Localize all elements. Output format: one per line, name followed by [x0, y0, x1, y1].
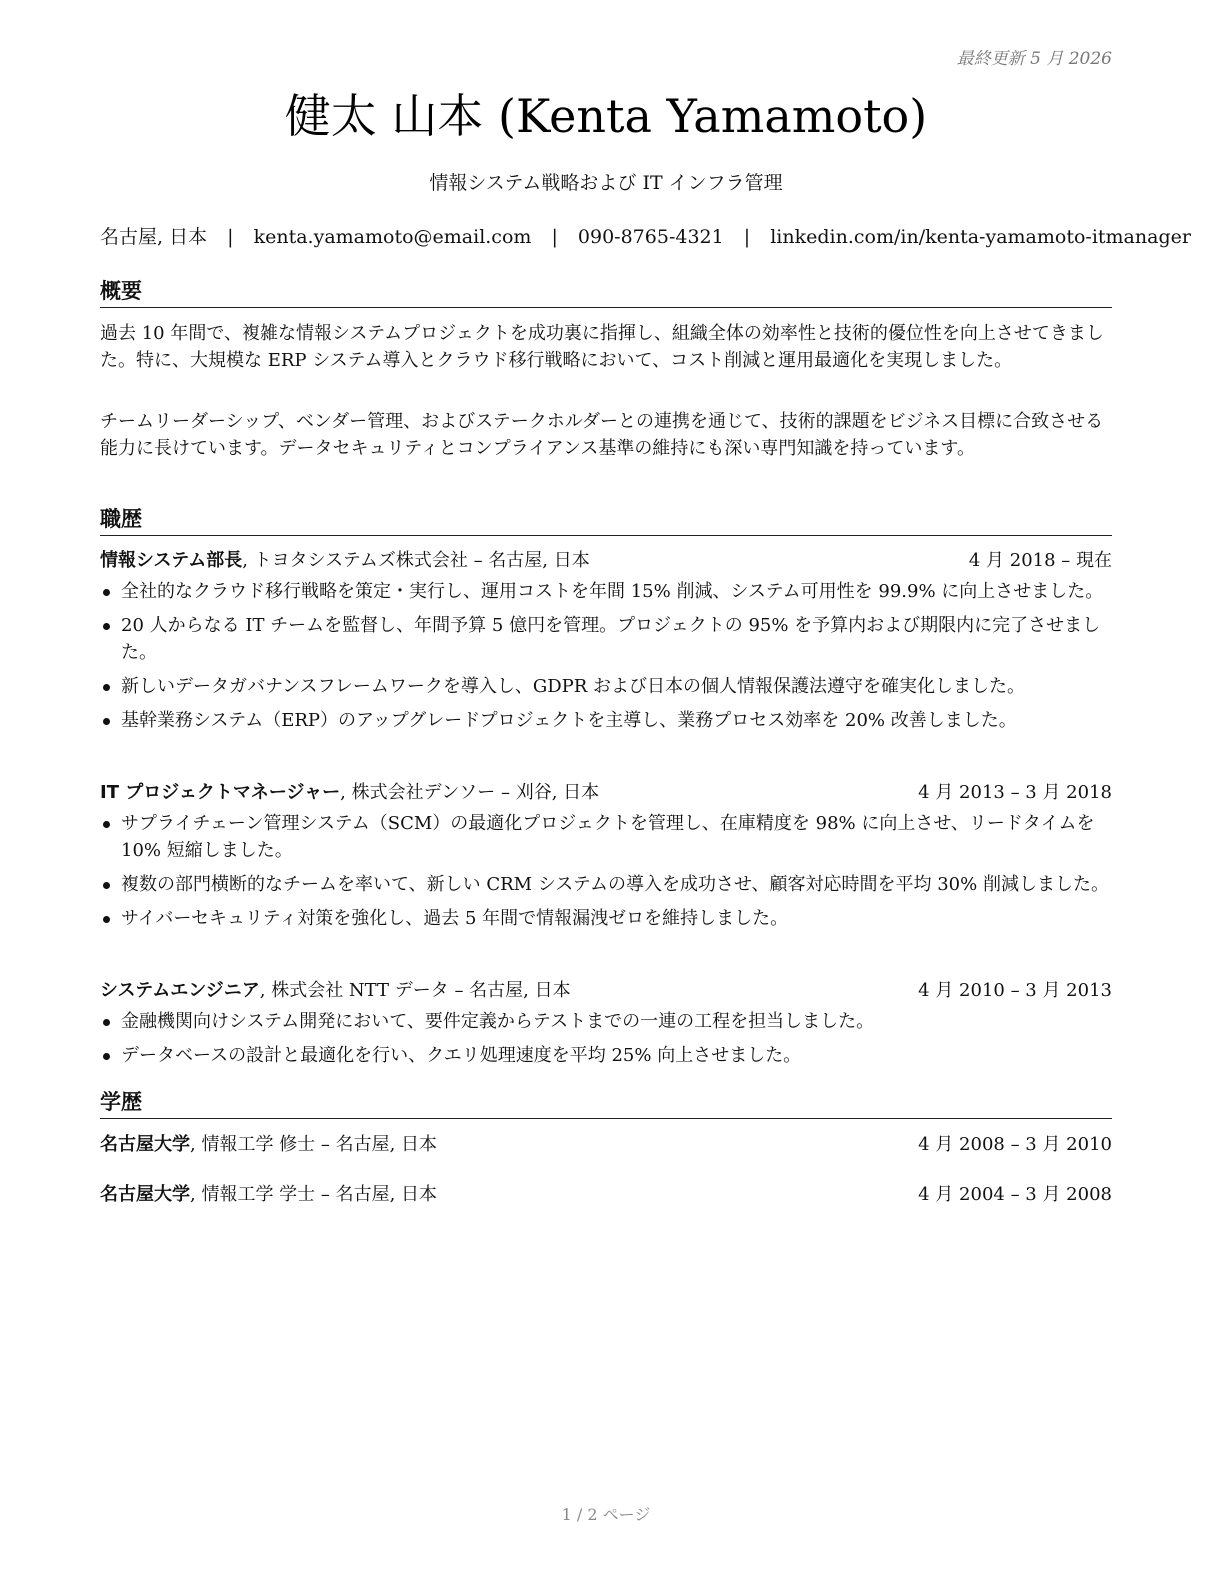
list-item — [100, 673, 1112, 700]
resume-page — [100, 0, 1191, 1584]
contact-location: 名古屋, 日本 — [100, 226, 208, 248]
bullet-icon — [103, 589, 110, 596]
tagline: 情報システム戦略および IT インフラ管理 — [429, 172, 783, 194]
job-title: IT プロジェクトマネージャー — [100, 782, 341, 803]
list-item — [100, 578, 1112, 605]
degree: , 情報工学 修士 – 名古屋, 日本 — [190, 1134, 438, 1155]
contact-separator: | — [227, 226, 234, 248]
section-title-education: 学歴 — [100, 1088, 1112, 1119]
job-bullets — [100, 1008, 1112, 1076]
bullet-text: 20 人からなる IT チームを監督し、年間予算 5 億円を管理。プロジェクトの 95% を予算内および期限内に完了させました。 — [121, 615, 1101, 663]
bullet-text: 金融機関向けシステム開発において、要件定義からテストまでの一連の工程を担当しました。 — [121, 1011, 875, 1032]
bullet-icon — [103, 718, 110, 725]
page-number: 1 / 2 ページ — [561, 1505, 651, 1524]
job-org: , 株式会社デンソー – 刈谷, 日本 — [340, 782, 600, 803]
bullet-text: 全社的なクラウド移行戦略を策定・実行し、運用コストを年間 15% 削減、システム可用性を 99.9% に向上させました。 — [121, 581, 1104, 602]
bullet-text: データベースの設計と最適化を行い、クエリ処理速度を平均 25% 向上させました。 — [121, 1045, 802, 1066]
job-header — [100, 548, 1112, 574]
contact-phone: 090-8765-4321 — [577, 226, 724, 248]
job-date: 4 月 2010 – 3 月 2013 — [918, 980, 1112, 1001]
contact-separator: | — [743, 226, 751, 248]
last-updated: 最終更新 5 月 2026 — [956, 49, 1112, 69]
bullet-icon — [103, 1053, 110, 1060]
job-title: システムエンジニア — [100, 980, 260, 1001]
bullet-icon — [103, 684, 110, 691]
bullet-text: サイバーセキュリティ対策を強化し、過去 5 年間で情報漏洩ゼロを維持しました。 — [121, 908, 789, 929]
education-date: 4 月 2008 – 3 月 2010 — [918, 1134, 1112, 1155]
education-item — [100, 1182, 1112, 1208]
section-title-summary: 概要 — [100, 277, 1112, 308]
degree: , 情報工学 学士 – 名古屋, 日本 — [190, 1184, 438, 1205]
bullet-icon — [103, 882, 110, 889]
job-org: , 株式会社 NTT データ – 名古屋, 日本 — [259, 980, 571, 1001]
bullet-text: サプライチェーン管理システム（SCM）の最適化プロジェクトを管理し、在庫精度を 98% に向上させ、リードタイムを 10% 短縮しました。 — [121, 813, 1095, 861]
list-item — [100, 1042, 1112, 1069]
education-date: 4 月 2004 – 3 月 2008 — [918, 1184, 1112, 1205]
list-item — [100, 905, 1112, 932]
bullet-icon — [103, 916, 110, 923]
bullet-icon — [103, 1019, 110, 1026]
job-header — [100, 978, 1112, 1004]
job-title: 情報システム部長 — [100, 550, 243, 571]
job-org: , トヨタシステムズ株式会社 – 名古屋, 日本 — [242, 550, 590, 571]
job-bullets — [100, 810, 1112, 939]
job-bullets — [100, 578, 1112, 741]
school-name: 名古屋大学 — [100, 1184, 190, 1205]
list-item — [100, 612, 1112, 666]
school-name: 名古屋大学 — [100, 1134, 190, 1155]
bullet-text: 基幹業務システム（ERP）のアップグレードプロジェクトを主導し、業務プロセス効率を 20% 改善しました。 — [121, 710, 1017, 731]
contact-email[interactable]: kenta.yamamoto@email.com — [253, 226, 532, 248]
contact-separator: | — [551, 226, 558, 248]
education-item — [100, 1132, 1112, 1158]
bullet-text: 複数の部門横断的なチームを率いて、新しい CRM システムの導入を成功させ、顧客対応時間を平均 30% 削減しました。 — [121, 874, 1109, 895]
bullet-icon — [103, 821, 110, 828]
job-date: 4 月 2013 – 3 月 2018 — [918, 782, 1112, 803]
bullet-icon — [103, 623, 110, 630]
summary-paragraph: 過去 10 年間で、複雑な情報システムプロジェクトを成功裏に指揮し、組織全体の効率性と技術的優位性を向上させてきました。特に、大規模な ERP システム導入とクラウド移行戦略において、コスト削減と運用最適化を実現しました。 — [100, 323, 1104, 371]
summary-paragraph: チームリーダーシップ、ベンダー管理、およびステークホルダーとの連携を通じて、技術的課題をビジネス目標に合致させる能力に長けています。データセキュリティとコンプライアンス基準の維持にも深い専門知識を持っています。 — [100, 411, 1104, 459]
list-item — [100, 707, 1112, 734]
job-header — [100, 780, 1112, 806]
list-item — [100, 810, 1112, 864]
list-item — [100, 1008, 1112, 1035]
candidate-name: 健太 山本 (Kenta Yamamoto) — [284, 89, 928, 143]
contact-line — [100, 224, 1191, 250]
contact-linkedin[interactable]: linkedin.com/in/kenta-yamamoto-itmanager — [770, 226, 1191, 248]
list-item — [100, 871, 1112, 898]
bullet-text: 新しいデータガバナンスフレームワークを導入し、GDPR および日本の個人情報保護法遵守を確実化しました。 — [121, 676, 1026, 697]
section-title-experience: 職歴 — [100, 505, 1112, 536]
job-date: 4 月 2018 – 現在 — [968, 550, 1112, 571]
